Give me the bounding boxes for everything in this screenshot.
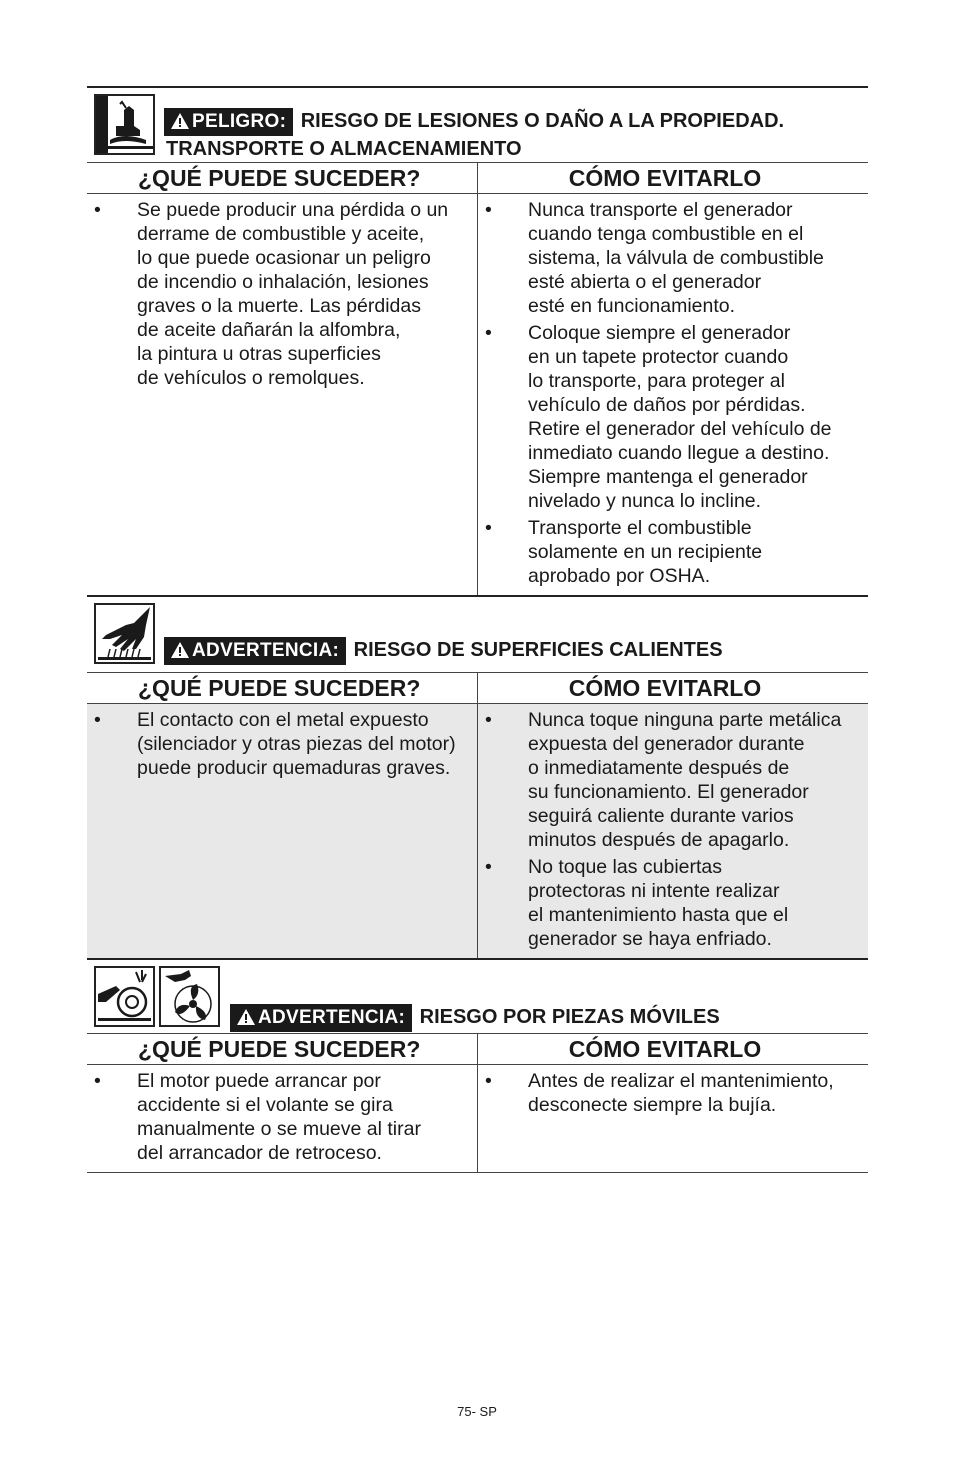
hazard-body-row <box>87 194 868 595</box>
hazard-pictograms <box>94 94 155 155</box>
column-header-row <box>87 672 868 704</box>
what-can-happen-column <box>87 1065 478 1172</box>
signal-word-text: PELIGRO: <box>192 111 287 132</box>
consequence-item: • Se puede producir una pérdida o un derrame de combustible y aceite, lo que puede ocasionar un peligro de incendio o inhalación, lesiones graves o la muerte. Las pérdidas de aceite dañarán la alfombra, la pintura u otras superficies de vehículos o remolques. <box>87 198 477 390</box>
signal-word-text: ADVERTENCIA: <box>258 1007 406 1028</box>
table-bottom-rule <box>87 1172 868 1173</box>
column-header-row <box>87 162 868 194</box>
signal-word-text: ADVERTENCIA: <box>192 640 340 661</box>
hazard-header <box>87 960 868 1033</box>
warning-triangle-icon <box>171 642 189 658</box>
prevention-item: • Coloque siempre el generador en un tapete protector cuando lo transporte, para proteger al vehículo de daños por pérdidas. Retire el generador del vehículo de inmediato cuando llegue a destino. Siempre mantenga el generador nivelado y nunca lo incline. <box>478 321 868 513</box>
how-to-prevent-header: CÓMO EVITARLO <box>568 1036 762 1062</box>
prevention-item: • Nunca toque ninguna parte metálica expuesta del generador durante o inmediatamente después de su funcionamiento. El generador seguirá caliente durante varios minutos después de apagarlo. <box>478 708 868 852</box>
page-number: 75- SP <box>457 1404 497 1419</box>
safety-page <box>87 86 868 1173</box>
prevention-item: • No toque las cubiertas protectoras ni intente realizar el mantenimiento hasta que el generador se haya enfriado. <box>478 855 868 951</box>
hazard-pictograms <box>94 603 155 664</box>
prevention-item: • Transporte el combustible solamente en un recipiente aprobado por OSHA. <box>478 516 868 588</box>
hazard-body-row <box>87 1065 868 1172</box>
what-can-happen-header: ¿QUÉ PUEDE SUCEDER? <box>87 673 478 703</box>
hazard-section-transport <box>87 86 868 595</box>
fuel-spill-pictogram-icon <box>94 94 155 155</box>
warning-triangle-icon <box>237 1009 255 1025</box>
how-to-prevent-column <box>478 704 868 958</box>
what-can-happen-column <box>87 704 478 958</box>
what-can-happen-header: ¿QUÉ PUEDE SUCEDER? <box>87 163 478 193</box>
warning-signal-word <box>164 637 346 665</box>
what-can-happen-column <box>87 194 478 595</box>
how-to-prevent-header: CÓMO EVITARLO <box>568 675 762 701</box>
how-to-prevent-header: CÓMO EVITARLO <box>568 165 762 191</box>
hazard-header <box>87 597 868 672</box>
hazard-header <box>87 88 868 162</box>
what-can-happen-header: ¿QUÉ PUEDE SUCEDER? <box>87 1034 478 1064</box>
hazard-body-row <box>87 704 868 958</box>
hazard-title-line1: RIESGO POR PIEZAS MÓVILES <box>419 1006 720 1028</box>
hazard-title-line1: RIESGO DE SUPERFICIES CALIENTES <box>353 639 723 661</box>
hazard-pictograms <box>94 966 220 1027</box>
warning-triangle-icon <box>171 113 189 129</box>
how-to-prevent-column <box>478 194 868 595</box>
warning-signal-word <box>230 1004 412 1032</box>
hazard-title-line1: RIESGO DE LESIONES O DAÑO A LA PROPIEDAD. <box>300 110 785 132</box>
hazard-section-hot-surfaces <box>87 595 868 958</box>
fan-blade-pictogram-icon <box>159 966 220 1027</box>
hazard-title-line2: TRANSPORTE O ALMACENAMIENTO <box>166 138 522 160</box>
hazard-section-moving-parts <box>87 958 868 1173</box>
hot-surface-pictogram-icon <box>94 603 155 664</box>
danger-signal-word <box>164 108 293 136</box>
moving-parts-pictogram-icon <box>94 966 155 1027</box>
column-header-row <box>87 1033 868 1065</box>
consequence-item: • El contacto con el metal expuesto (silenciador y otras piezas del motor) puede producir quemaduras graves. <box>87 708 477 780</box>
prevention-item: • Antes de realizar el mantenimiento, desconecte siempre la bujía. <box>478 1069 868 1117</box>
prevention-item: • Nunca transporte el generador cuando tenga combustible en el sistema, la válvula de combustible esté abierta o el generador esté en funcionamiento. <box>478 198 868 318</box>
consequence-item: • El motor puede arrancar por accidente si el volante se gira manualmente o se mueve al tirar del arrancador de retroceso. <box>87 1069 477 1165</box>
how-to-prevent-column <box>478 1065 868 1172</box>
